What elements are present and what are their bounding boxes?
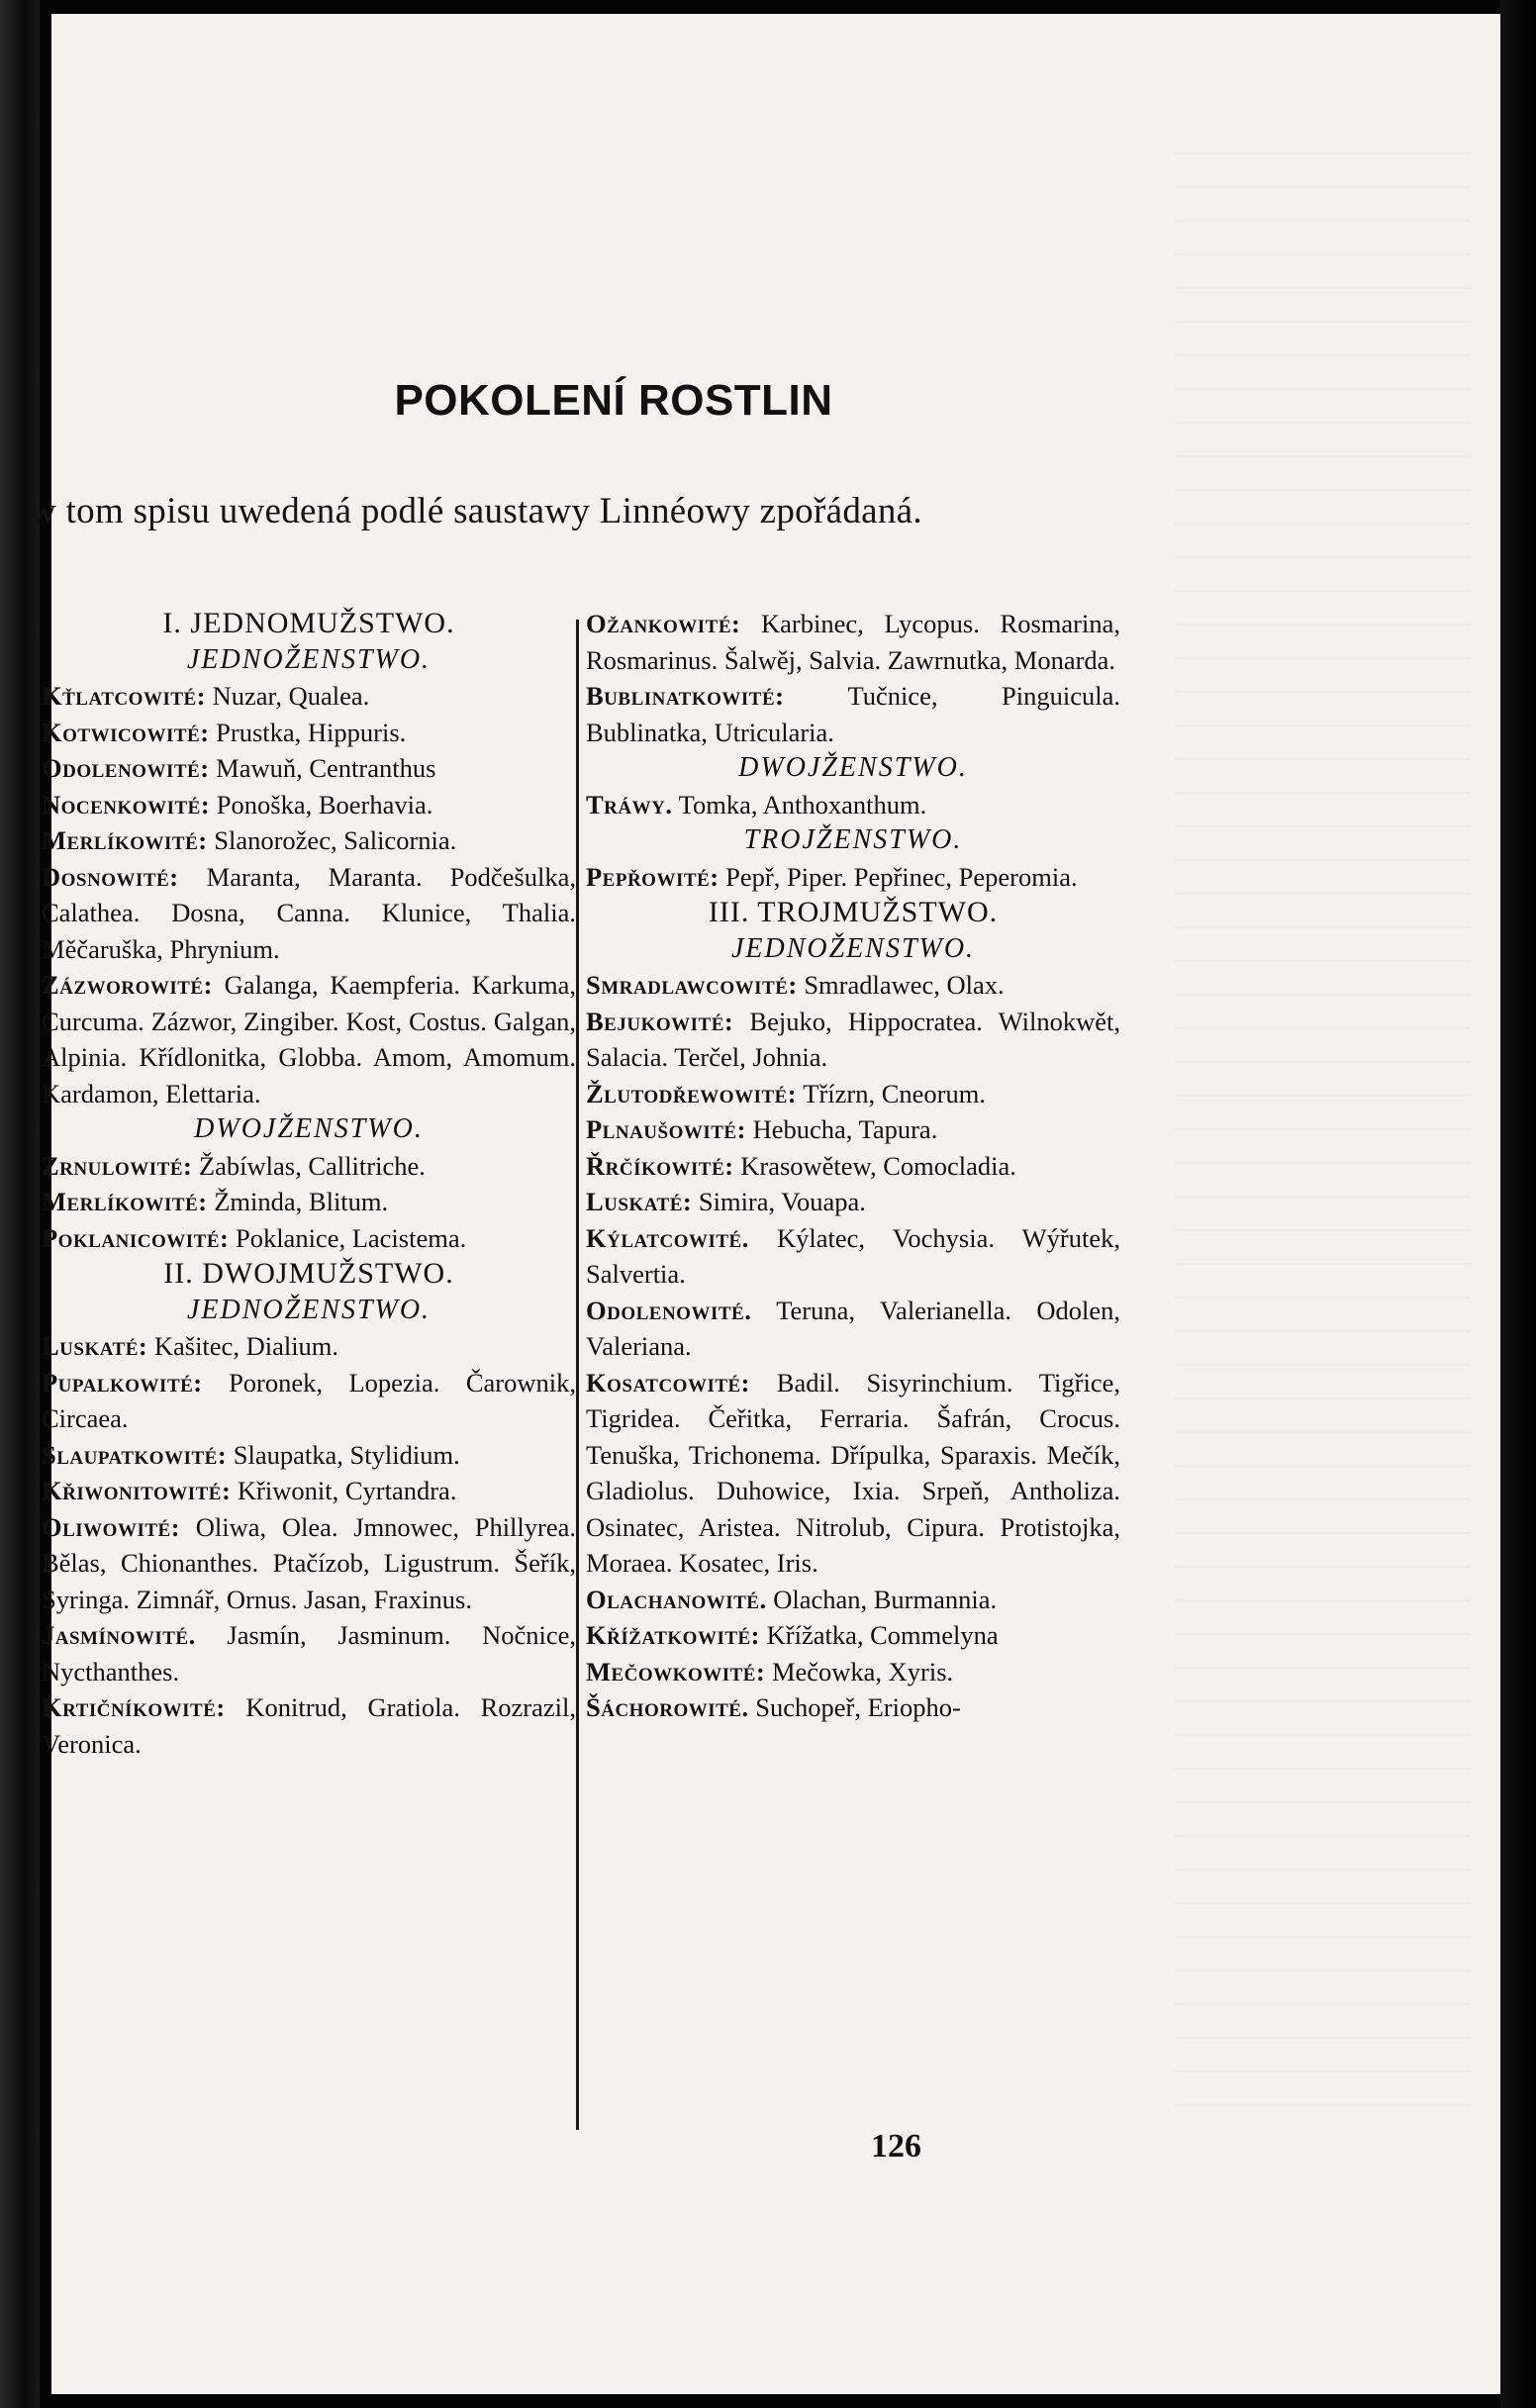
order-heading: II. DWOJMUŽSTWO. — [163, 1257, 454, 1290]
family-name: Luskaté: — [42, 1331, 148, 1361]
genus-list: Žabíwlas, Callitriche. — [192, 1150, 426, 1181]
genus-list: Slanorožec, Salicornia. — [207, 825, 457, 855]
page-title: POKOLENÍ ROSTLIN — [394, 376, 833, 425]
class-heading: DWOJŽENSTWO. — [194, 1113, 424, 1144]
family-name: Dosnowité: — [42, 861, 179, 892]
genus-list: Ponoška, Boerhavia. — [210, 789, 433, 819]
genus-list: Badil. Sisyrinchium. Tigřice, Tigridea. Čeřitka, Ferraria. Šafrán, Crocus. Tenuška, Trichonema. Dřípulka, Sparaxis. Mečík, Gladiolus. Duhowice, Ixia. Srpeň, Antholiza. Osinatec, Aristea. Nitrolub, Cipura. Protistojka, Moraea. Kosatec, Iris. — [586, 1367, 1120, 1578]
family-name: Odolenowité: — [42, 753, 210, 783]
genus-list: Karbinec, Lycopus. Rosmarina, Rosmarinus. Šalwěj, Salvia. Zawrnutka, Monarda. — [586, 609, 1120, 675]
genus-list: Oliwa, Olea. Jmnowec, Phillyrea. Bělas, Chionanthes. Ptačízob, Ligustrum. Šeřík, Syringa. Zimnář, Ornus. Jasan, Fraxinus. — [42, 1511, 576, 1614]
genus-list: Teruna, Valerianella. Odolen, Valeriana. — [586, 1295, 1120, 1361]
class-heading: DWOJŽENSTWO. — [738, 752, 968, 783]
family-name: Slaupatkowité: — [42, 1439, 228, 1470]
family-name: Smradlawcowité: — [586, 970, 798, 1000]
family-entry — [586, 1293, 1120, 1365]
genus-list: Křížatka, Commelyna — [760, 1620, 999, 1650]
family-name: Zázworowité: — [42, 970, 213, 1000]
genus-list: Poronek, Lopezia. Čarownik, Circaea. — [42, 1367, 576, 1433]
genus-list: Kašitec, Dialium. — [147, 1331, 339, 1361]
family-name: Kotwicowité: — [42, 717, 210, 747]
family-name: Křiwonitowité: — [42, 1476, 232, 1505]
family-name: Zrnulowité: — [42, 1150, 193, 1181]
family-name: Pupalkowité: — [42, 1367, 203, 1397]
family-entry — [586, 1365, 1120, 1582]
family-name: Nocenkowité: — [42, 789, 211, 819]
family-name: Kťlatcowité: — [42, 681, 207, 711]
family-entry — [42, 1689, 576, 1762]
family-entry — [42, 822, 576, 859]
column-divider — [576, 620, 579, 2130]
family-name: Kosatcowité: — [586, 1367, 751, 1397]
family-entry — [42, 1220, 576, 1257]
family-entry — [586, 1111, 1120, 1148]
bleed-through-texture — [1174, 152, 1471, 2132]
family-name: Bublinatkowité: — [586, 681, 785, 711]
genus-list: Hebucha, Tapura. — [745, 1114, 938, 1144]
family-entry — [586, 678, 1120, 750]
family-entry — [42, 1148, 576, 1185]
family-name: Mečowkowité: — [586, 1656, 766, 1686]
family-name: Řrčíkowité: — [586, 1150, 734, 1181]
genus-list: Křiwonit, Cyrtandra. — [231, 1476, 457, 1505]
genus-list: Simira, Vouapa. — [692, 1187, 866, 1216]
family-name: Oliwowité: — [42, 1511, 181, 1542]
left-column — [42, 606, 576, 1762]
scan-edge-left — [0, 0, 40, 2408]
family-entry — [42, 1184, 576, 1220]
genus-list: Slaupatka, Stylidium. — [227, 1439, 460, 1470]
genus-list: Pepř, Piper. Pepřinec, Peperomia. — [719, 861, 1078, 892]
family-entry — [42, 1437, 576, 1474]
family-name: Kýlatcowité. — [586, 1222, 749, 1253]
class-heading: JEDNOŽENSTWO. — [186, 1294, 432, 1325]
order-heading: I. JEDNOMUŽSTWO. — [162, 607, 455, 639]
family-entry — [42, 787, 576, 823]
family-name: Bejukowité: — [586, 1006, 734, 1036]
family-name: Pepřowité: — [586, 861, 720, 892]
family-entry — [586, 1184, 1120, 1220]
family-entry — [586, 606, 1120, 678]
family-name: Luskaté: — [586, 1187, 693, 1216]
genus-list: Smradlawec, Olax. — [797, 970, 1005, 1000]
family-name: Poklanicowité: — [42, 1222, 230, 1253]
family-entry — [586, 1617, 1120, 1654]
family-name: Olachanowité. — [586, 1584, 767, 1614]
family-name: Jasmínowité. — [42, 1620, 196, 1650]
genus-list: Nuzar, Qualea. — [206, 681, 370, 711]
family-entry — [42, 859, 576, 968]
family-name: Merlíkowité: — [42, 1187, 208, 1216]
scan-edge-right — [1500, 0, 1536, 2408]
family-entry — [586, 1654, 1120, 1690]
family-name: Šáchorowité. — [586, 1692, 749, 1722]
genus-list: Tomka, Anthoxanthum. — [672, 789, 927, 819]
order-heading: III. TROJMUŽSTWO. — [708, 896, 999, 928]
family-entry — [586, 967, 1120, 1004]
family-name: Odolenowité. — [586, 1295, 752, 1325]
family-name: Krtičníkowité: — [42, 1692, 226, 1722]
genus-list: Galanga, Kaempferia. Karkuma, Curcuma. Zázwor, Zingiber. Kost, Costus. Galgan, Alpinia. Křídlonitka, Globba. Amom, Amomum. Kardamon, Elettaria. — [42, 970, 576, 1108]
page-subtitle: w tom spisu uwedená podlé saustawy Linnéowy zpořádaná. — [30, 491, 922, 531]
family-entry — [586, 1148, 1120, 1185]
family-name: Ožankowité: — [586, 609, 741, 638]
class-heading: JEDNOŽENSTWO. — [730, 932, 976, 964]
genus-list: Krasowětew, Comocladia. — [733, 1150, 1016, 1181]
family-entry — [586, 1220, 1120, 1293]
genus-list: Bejuko, Hippocratea. Wilnokwět, Salacia. Terčel, Johnia. — [586, 1006, 1120, 1072]
family-entry — [42, 1617, 576, 1689]
genus-list: Prustka, Hippuris. — [209, 717, 407, 747]
family-entry — [586, 1689, 1120, 1726]
genus-list: Mawuň, Centranthus — [209, 753, 436, 783]
genus-list: Mečowka, Xyris. — [765, 1656, 954, 1686]
genus-list: Kýlatec, Vochysia. Wýřutek, Salvertia. — [586, 1222, 1120, 1289]
family-entry — [42, 967, 576, 1111]
family-entry — [586, 787, 1120, 823]
genus-list: Tučnice, Pinguicula. Bublinatka, Utricularia. — [586, 681, 1120, 747]
family-entry — [586, 1076, 1120, 1112]
family-entry — [42, 1509, 576, 1618]
family-entry — [42, 1473, 576, 1509]
genus-list: Jasmín, Jasminum. Nočnice, Nycthanthes. — [42, 1620, 576, 1686]
page-number: 126 — [871, 2128, 921, 2165]
genus-list: Suchopeř, Eriopho- — [748, 1692, 961, 1722]
family-entry — [42, 678, 576, 715]
family-entry — [586, 1582, 1120, 1618]
genus-list: Třízrn, Cneorum. — [797, 1078, 986, 1108]
genus-list: Olachan, Burmannia. — [766, 1584, 998, 1614]
genus-list: Konitrud, Gratiola. Rozrazil, Veronica. — [42, 1692, 576, 1759]
family-entry — [42, 1328, 576, 1365]
family-entry — [42, 750, 576, 787]
family-name: Křížatkowité: — [586, 1620, 761, 1650]
class-heading: JEDNOŽENSTWO. — [186, 643, 432, 675]
family-entry — [586, 859, 1120, 896]
family-entry — [42, 1365, 576, 1437]
family-name: Merlíkowité: — [42, 825, 208, 855]
genus-list: Žminda, Blitum. — [207, 1187, 389, 1216]
genus-list: Poklanice, Lacistema. — [229, 1222, 467, 1253]
family-entry — [42, 715, 576, 751]
family-entry — [586, 1004, 1120, 1076]
family-name: Tráwy. — [586, 789, 673, 819]
right-column — [586, 606, 1120, 1726]
genus-list: Maranta, Maranta. Podčešulka, Calathea. Dosna, Canna. Klunice, Thalia. Měčaruška, Phrynium. — [42, 861, 576, 964]
class-heading: TROJŽENSTWO. — [743, 824, 963, 855]
family-name: Plnaušowité: — [586, 1114, 746, 1144]
family-name: Žlutodřewowité: — [586, 1078, 798, 1108]
